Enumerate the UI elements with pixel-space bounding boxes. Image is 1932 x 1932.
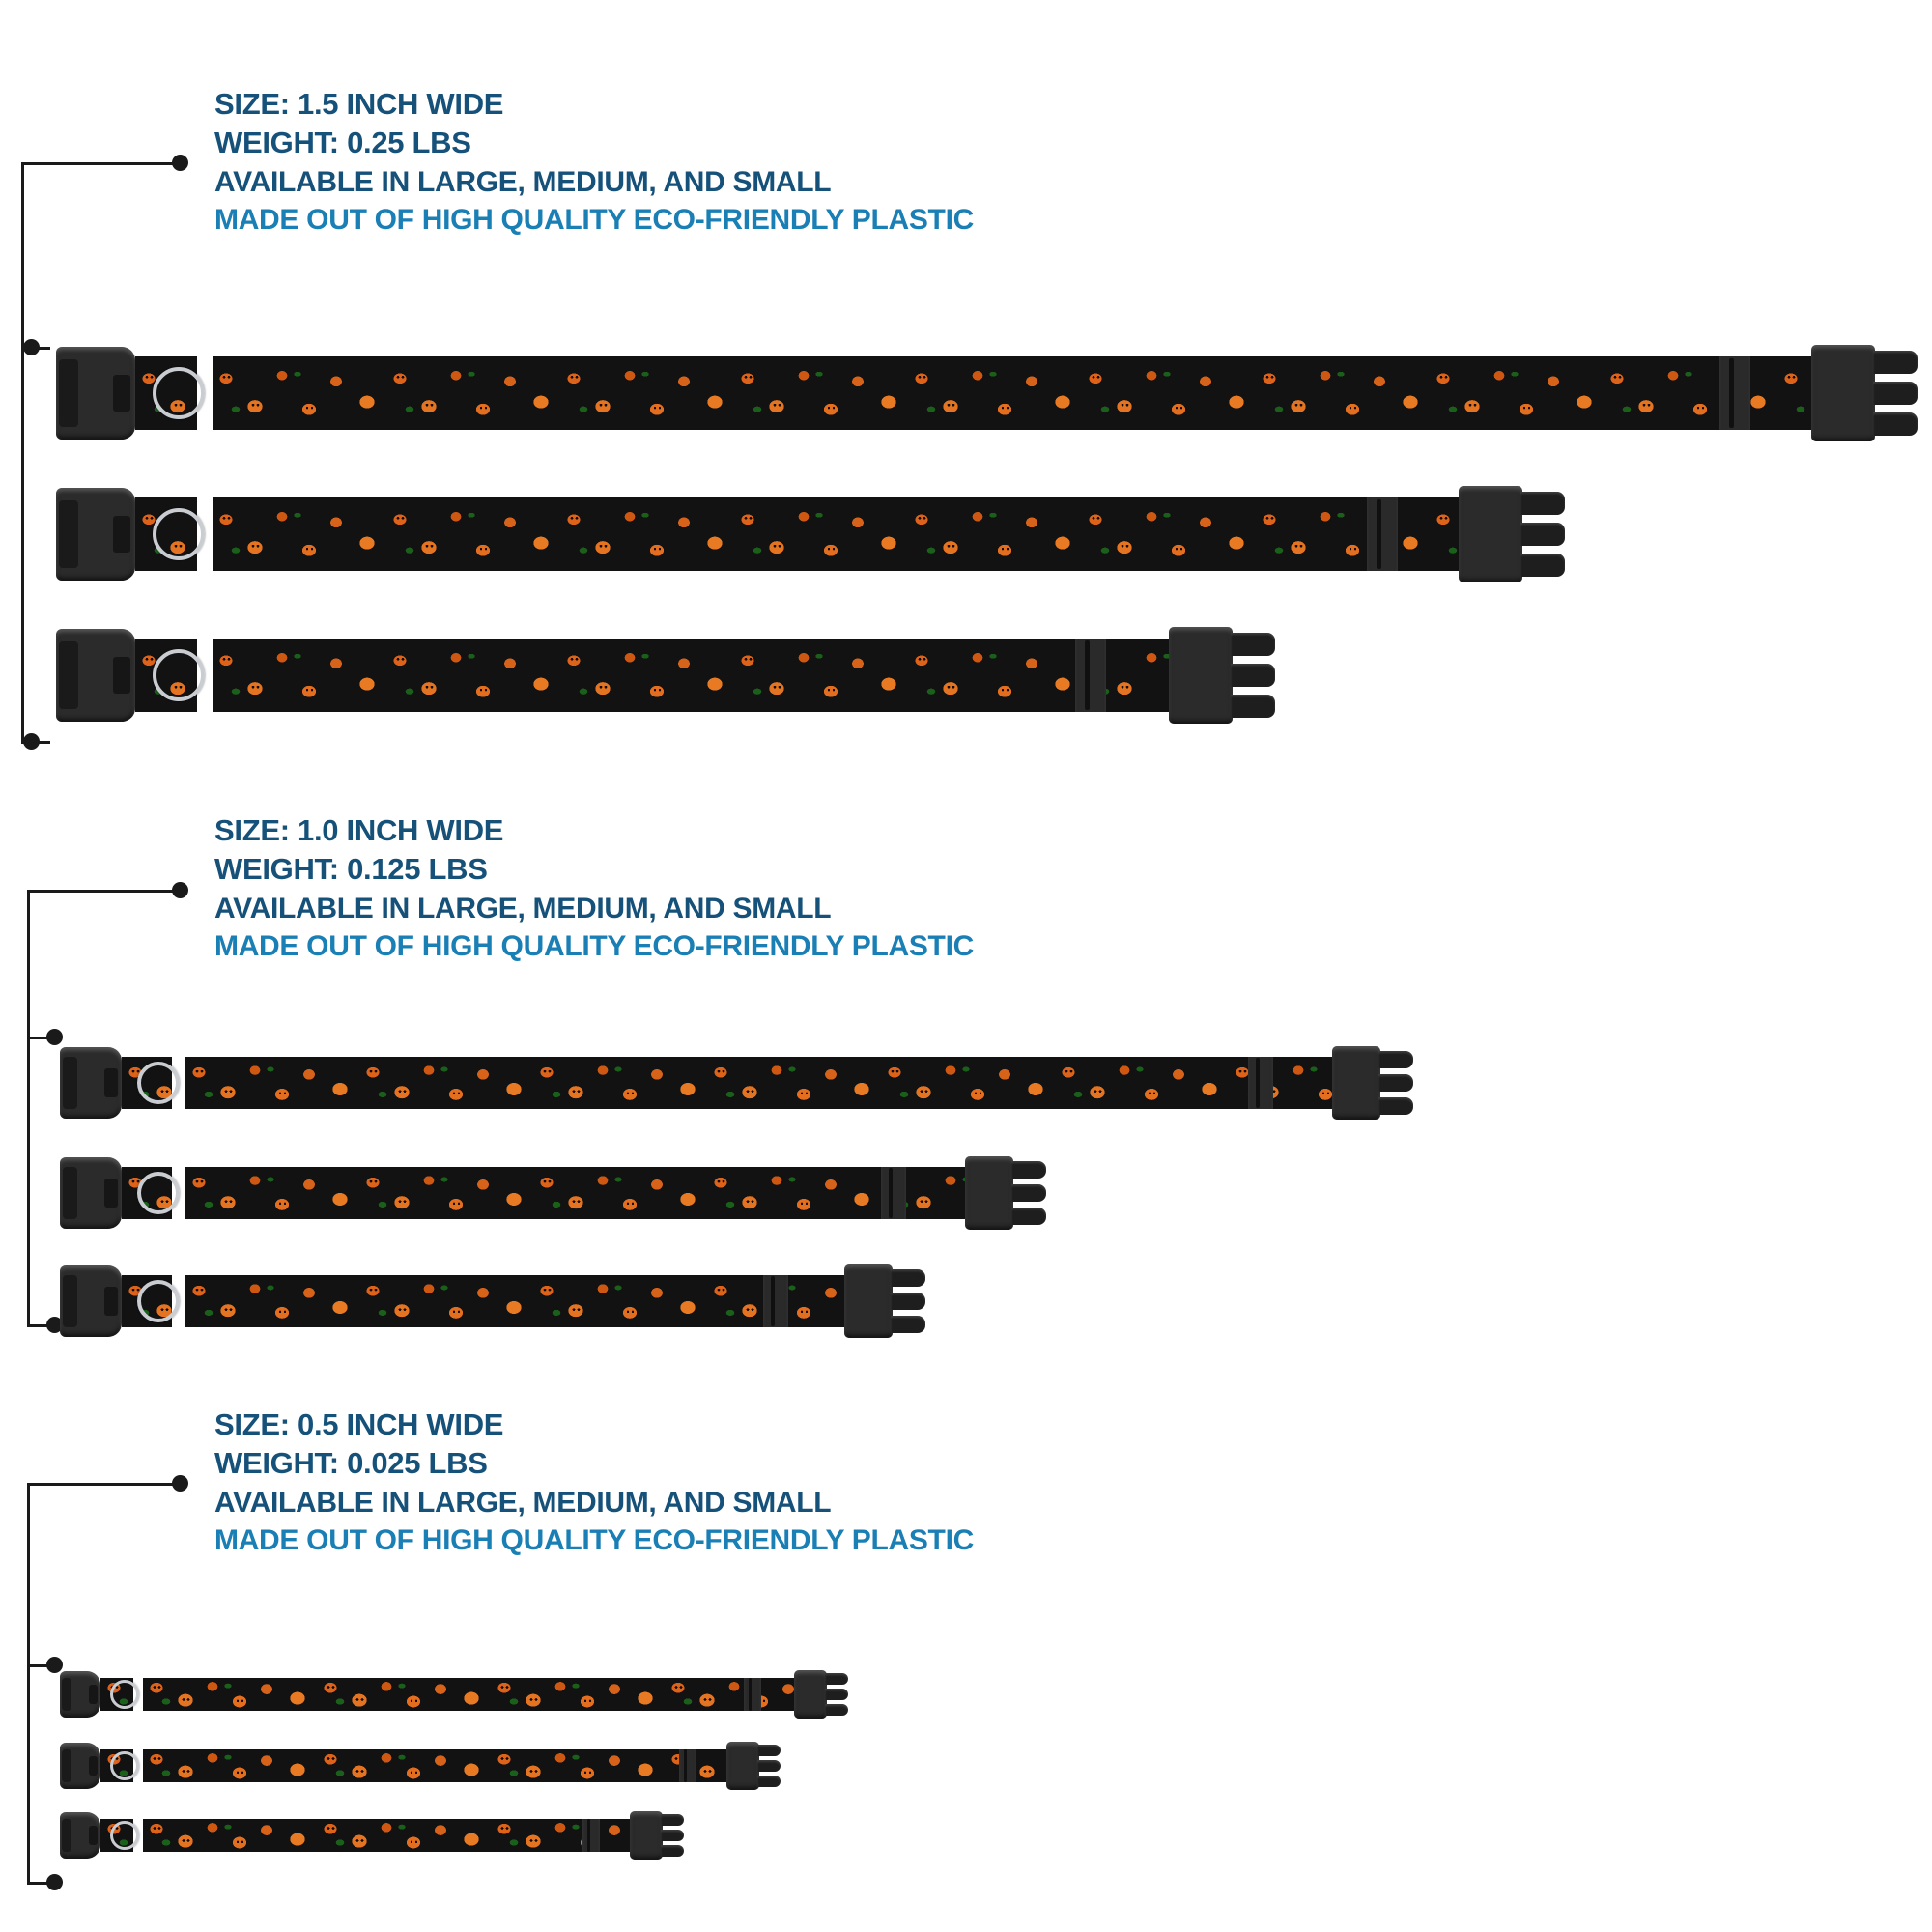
leader-dot-3 [172,1475,188,1492]
leader-line-3 [27,1483,179,1486]
d-ring-icon [153,367,205,419]
d-ring-icon [137,1062,180,1104]
buckle-left-icon [56,629,135,722]
collar-small-1-5[interactable] [56,622,1233,728]
spec-weight-line: WEIGHT: 0.025 LBS [214,1446,488,1481]
spec-availability-line: AVAILABLE IN LARGE, MEDIUM, AND SMALL [214,165,832,198]
bracket-3 [27,1483,30,1884]
slider-adjuster [582,1819,600,1852]
collar-large-1-0[interactable] [60,1041,1380,1124]
webbing-main [185,1275,852,1327]
slider-adjuster [1248,1057,1273,1109]
slider-adjuster [1075,639,1106,712]
webbing-main [185,1057,1340,1109]
collar-small-1-0[interactable] [60,1260,893,1343]
buckle-right-icon [630,1811,663,1860]
slider-adjuster [881,1167,906,1219]
spec-weight-line: WEIGHT: 0.25 LBS [214,126,471,160]
buckle-left-icon [60,1812,100,1859]
webbing-main [143,1819,636,1852]
slider-adjuster [1719,356,1750,430]
buckle-left-icon [60,1157,122,1229]
buckle-left-icon [56,347,135,440]
d-ring-icon [137,1280,180,1322]
buckle-right-icon [1459,486,1522,582]
slider-adjuster [679,1749,696,1782]
slider-adjuster [1367,497,1398,571]
buckle-right-icon [1332,1046,1380,1120]
leader-dot-1 [172,155,188,171]
collar-small-0-5[interactable] [60,1808,663,1862]
webbing-main [143,1749,732,1782]
spec-material-line: MADE OUT OF HIGH QUALITY ECO-FRIENDLY PLASTIC [214,929,974,962]
webbing-main [185,1167,973,1219]
spec-availability-line: AVAILABLE IN LARGE, MEDIUM, AND SMALL [214,1486,832,1519]
d-ring-icon [153,508,205,560]
leader-line-2 [27,890,179,893]
spec-block-2 [214,811,974,965]
bracket-1 [21,162,24,743]
buckle-right-icon [726,1742,759,1790]
buckle-left-icon [60,1265,122,1337]
collar-medium-1-0[interactable] [60,1151,1013,1235]
d-ring-icon [137,1172,180,1214]
spec-size-line: SIZE: 0.5 INCH WIDE [214,1407,504,1441]
spec-material-line: MADE OUT OF HIGH QUALITY ECO-FRIENDLY PLASTIC [214,203,974,236]
leader-line-1 [21,162,179,165]
slider-adjuster [744,1678,761,1711]
bracket-dot-1-bottom [23,733,40,750]
spec-size-line: SIZE: 1.0 INCH WIDE [214,813,504,847]
buckle-right-icon [794,1670,827,1719]
webbing-main [213,639,1179,712]
spec-weight-line: WEIGHT: 0.125 LBS [214,852,488,887]
buckle-right-icon [965,1156,1013,1230]
spec-block-3 [214,1406,974,1559]
buckle-left-icon [60,1047,122,1119]
collar-large-0-5[interactable] [60,1667,827,1721]
bracket-dot-1-top [23,339,40,355]
leader-dot-2 [172,882,188,898]
collar-medium-0-5[interactable] [60,1739,759,1793]
buckle-left-icon [60,1743,100,1789]
spec-availability-line: AVAILABLE IN LARGE, MEDIUM, AND SMALL [214,892,832,924]
webbing-main [213,356,1821,430]
d-ring-icon [110,1821,139,1850]
spec-material-line: MADE OUT OF HIGH QUALITY ECO-FRIENDLY PLASTIC [214,1523,974,1556]
collar-medium-1-5[interactable] [56,481,1522,587]
d-ring-icon [153,649,205,701]
webbing-main [143,1678,800,1711]
spec-block-1 [214,85,974,239]
buckle-right-icon [844,1264,893,1338]
buckle-right-icon [1811,345,1875,441]
collar-large-1-5[interactable] [56,340,1875,446]
webbing-main [213,497,1468,571]
spec-size-line: SIZE: 1.5 INCH WIDE [214,87,504,121]
bracket-dot-3-bottom [46,1874,63,1890]
buckle-left-icon [60,1671,100,1718]
slider-adjuster [763,1275,788,1327]
d-ring-icon [110,1751,139,1780]
bracket-2 [27,890,30,1326]
buckle-left-icon [56,488,135,581]
buckle-right-icon [1169,627,1233,724]
d-ring-icon [110,1680,139,1709]
